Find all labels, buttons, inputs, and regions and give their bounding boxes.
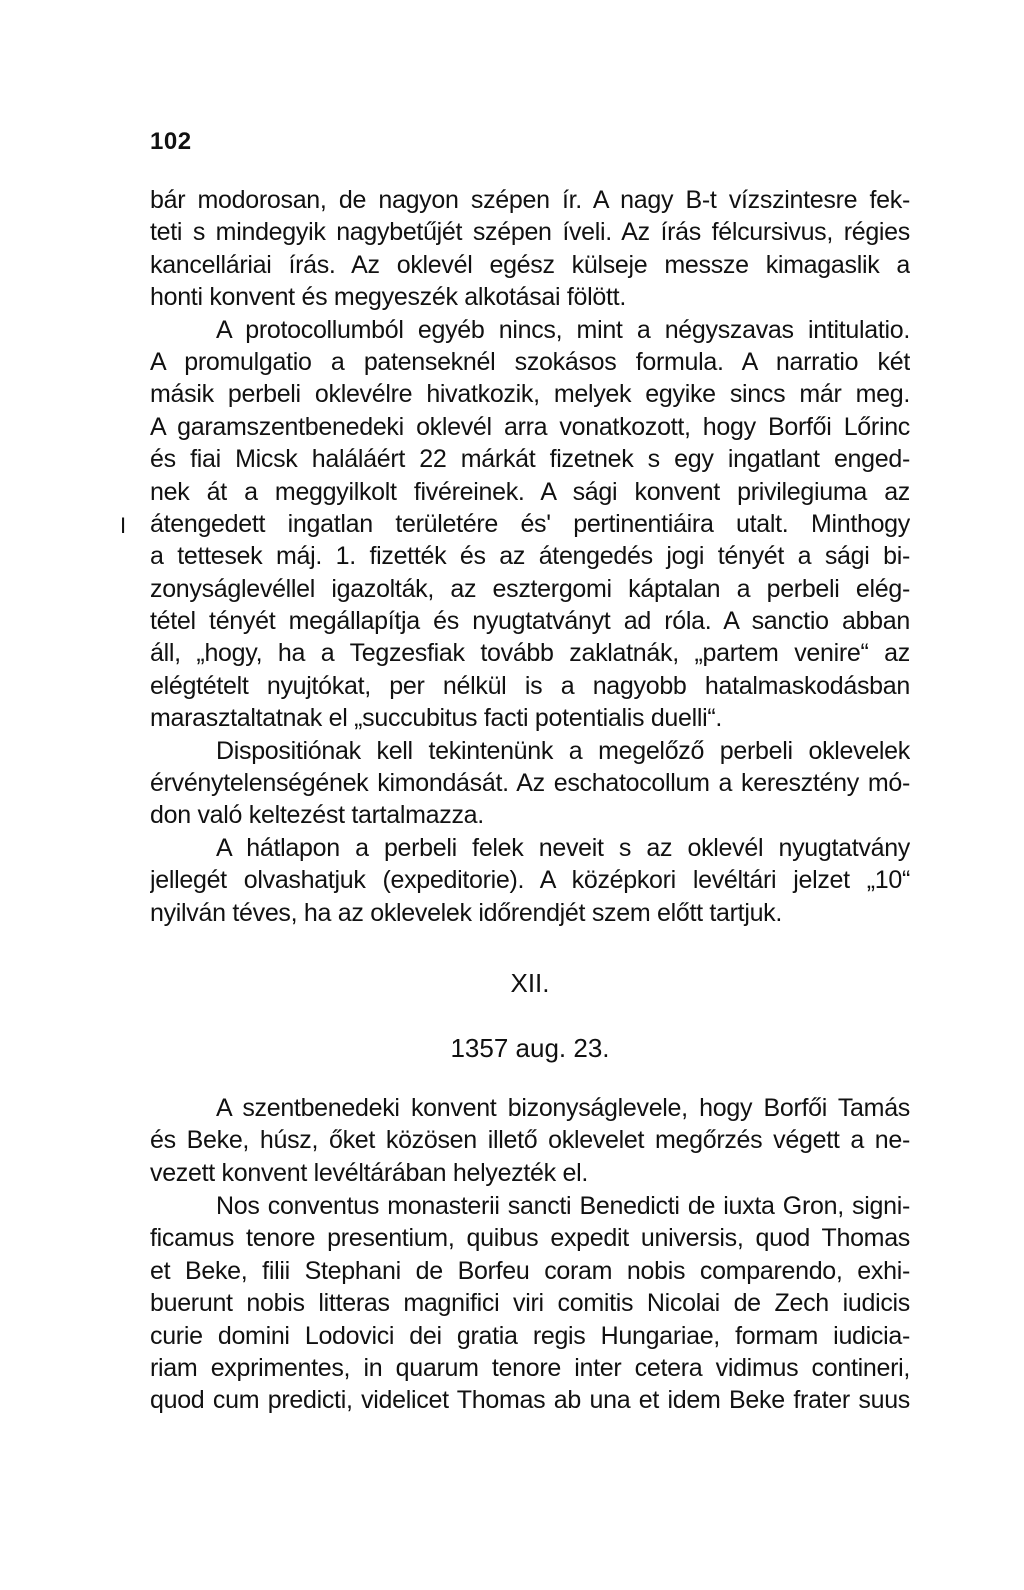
text-line: tétel tényét megállapítja és nyugtatványt ad róla. A sanctio abban — [150, 607, 910, 636]
text-line: riam exprimentes, in quarum tenore inter cetera vidimus contineri, — [150, 1353, 910, 1382]
chapter-date: 1357 aug. 23. — [450, 1033, 610, 1063]
text-line: és Beke, húsz, őket közösen illető oklevelet megőrzés végett a ne- — [150, 1126, 910, 1155]
text-line: nek át a meggyilkolt fivéreinek. A sági konvent privilegiuma az — [150, 477, 910, 506]
text-line: marasztaltatnak el „succubitus facti potentialis duelli“. — [150, 704, 723, 733]
text-line: curie domini Lodovici dei gratia regis Hungariae, formam iudicia- — [150, 1321, 910, 1350]
text-line: buerunt nobis litteras magnifici viri comitis Nicolai de Zech iudicis — [150, 1289, 910, 1318]
document-summary — [150, 1092, 910, 1189]
text-line: érvénytelenségének kimondását. Az eschatocollum a keresztény mó- — [150, 769, 910, 798]
commentary-text — [150, 184, 910, 929]
text-line: zonyságlevéllel igazolták, az esztergomi káptalan a perbeli elég- — [150, 574, 910, 603]
text-line: et Beke, filii Stephani de Borfeu coram nobis comparendo, exhi- — [150, 1256, 910, 1285]
text-line: elégtételt nyujtókat, per nélkül is a nagyobb hatalmaskodásban — [150, 671, 910, 700]
margin-mark: I — [120, 513, 127, 538]
text-line: teti s mindegyik nagybetűjét szépen íveli. Az írás félcursivus, régies — [150, 218, 910, 247]
text-line: don való keltezést tartalmazza. — [150, 801, 484, 830]
text-line: jellegét olvashatjuk (expeditorie). A középkori levéltári jelzet „10“ — [150, 866, 910, 895]
latin-charter-text — [150, 1190, 910, 1417]
text-line: és fiai Micsk haláláért 22 márkát fizetnek s egy ingatlant enged- — [150, 445, 910, 474]
text-line: átengedett ingatlan területére és' pertinentiáira utalt. Minthogy — [150, 509, 910, 538]
paragraph-start-line: Dispositiónak kell tekintenünk a megelőző perbeli oklevelek — [216, 736, 910, 765]
text-line: A promulgatio a patenseknél szokásos formula. A narratio két — [150, 347, 910, 376]
chapter-numeral: XII. — [510, 968, 550, 998]
paragraph-start-line: A szentbenedeki konvent bizonyságlevele, hogy Borfői Tamás — [216, 1094, 910, 1122]
text-line: A garamszentbenedeki oklevél arra vonatkozott, hogy Borfői Lőrinc — [150, 412, 910, 441]
page-number: 102 — [150, 128, 192, 155]
text-line: bár modorosan, de nagyon szépen ír. A nagy B-t vízszintesre fek- — [150, 186, 910, 214]
text-line: kancelláriai írás. Az oklevél egész külseje messze kimagaslik a — [150, 250, 910, 279]
text-line: áll, „hogy, ha a Tegzesfiak tovább zaklatnák, „partem venire“ az — [150, 639, 910, 668]
text-line: quod cum predicti, videlicet Thomas ab una et idem Beke frater suus — [150, 1386, 910, 1415]
paragraph-start-line: A hátlapon a perbeli felek neveit s az oklevél nyugtatvány — [216, 833, 910, 862]
paragraph-start-line: A protocollumból egyéb nincs, mint a négyszavas intitulatio. — [216, 315, 910, 344]
text-line: ficamus tenore presentium, quibus expedit universis, quod Thomas — [150, 1224, 910, 1253]
text-line: honti konvent és megyeszék alkotásai fölött. — [150, 283, 626, 312]
paragraph-start-line: Nos conventus monasterii sancti Benedicti de iuxta Gron, signi- — [216, 1192, 910, 1220]
text-line: a tettesek máj. 1. fizették és az átengedés jogi tényét a sági bi- — [150, 542, 910, 571]
text-line: nyilván téves, ha az oklevelek időrendjét szem előtt tartjuk. — [150, 898, 783, 927]
text-line: vezett konvent levéltárában helyezték el. — [150, 1158, 588, 1187]
text-line: másik perbeli oklevélre hivatkozik, melyek egyike sincs már meg. — [150, 380, 910, 409]
